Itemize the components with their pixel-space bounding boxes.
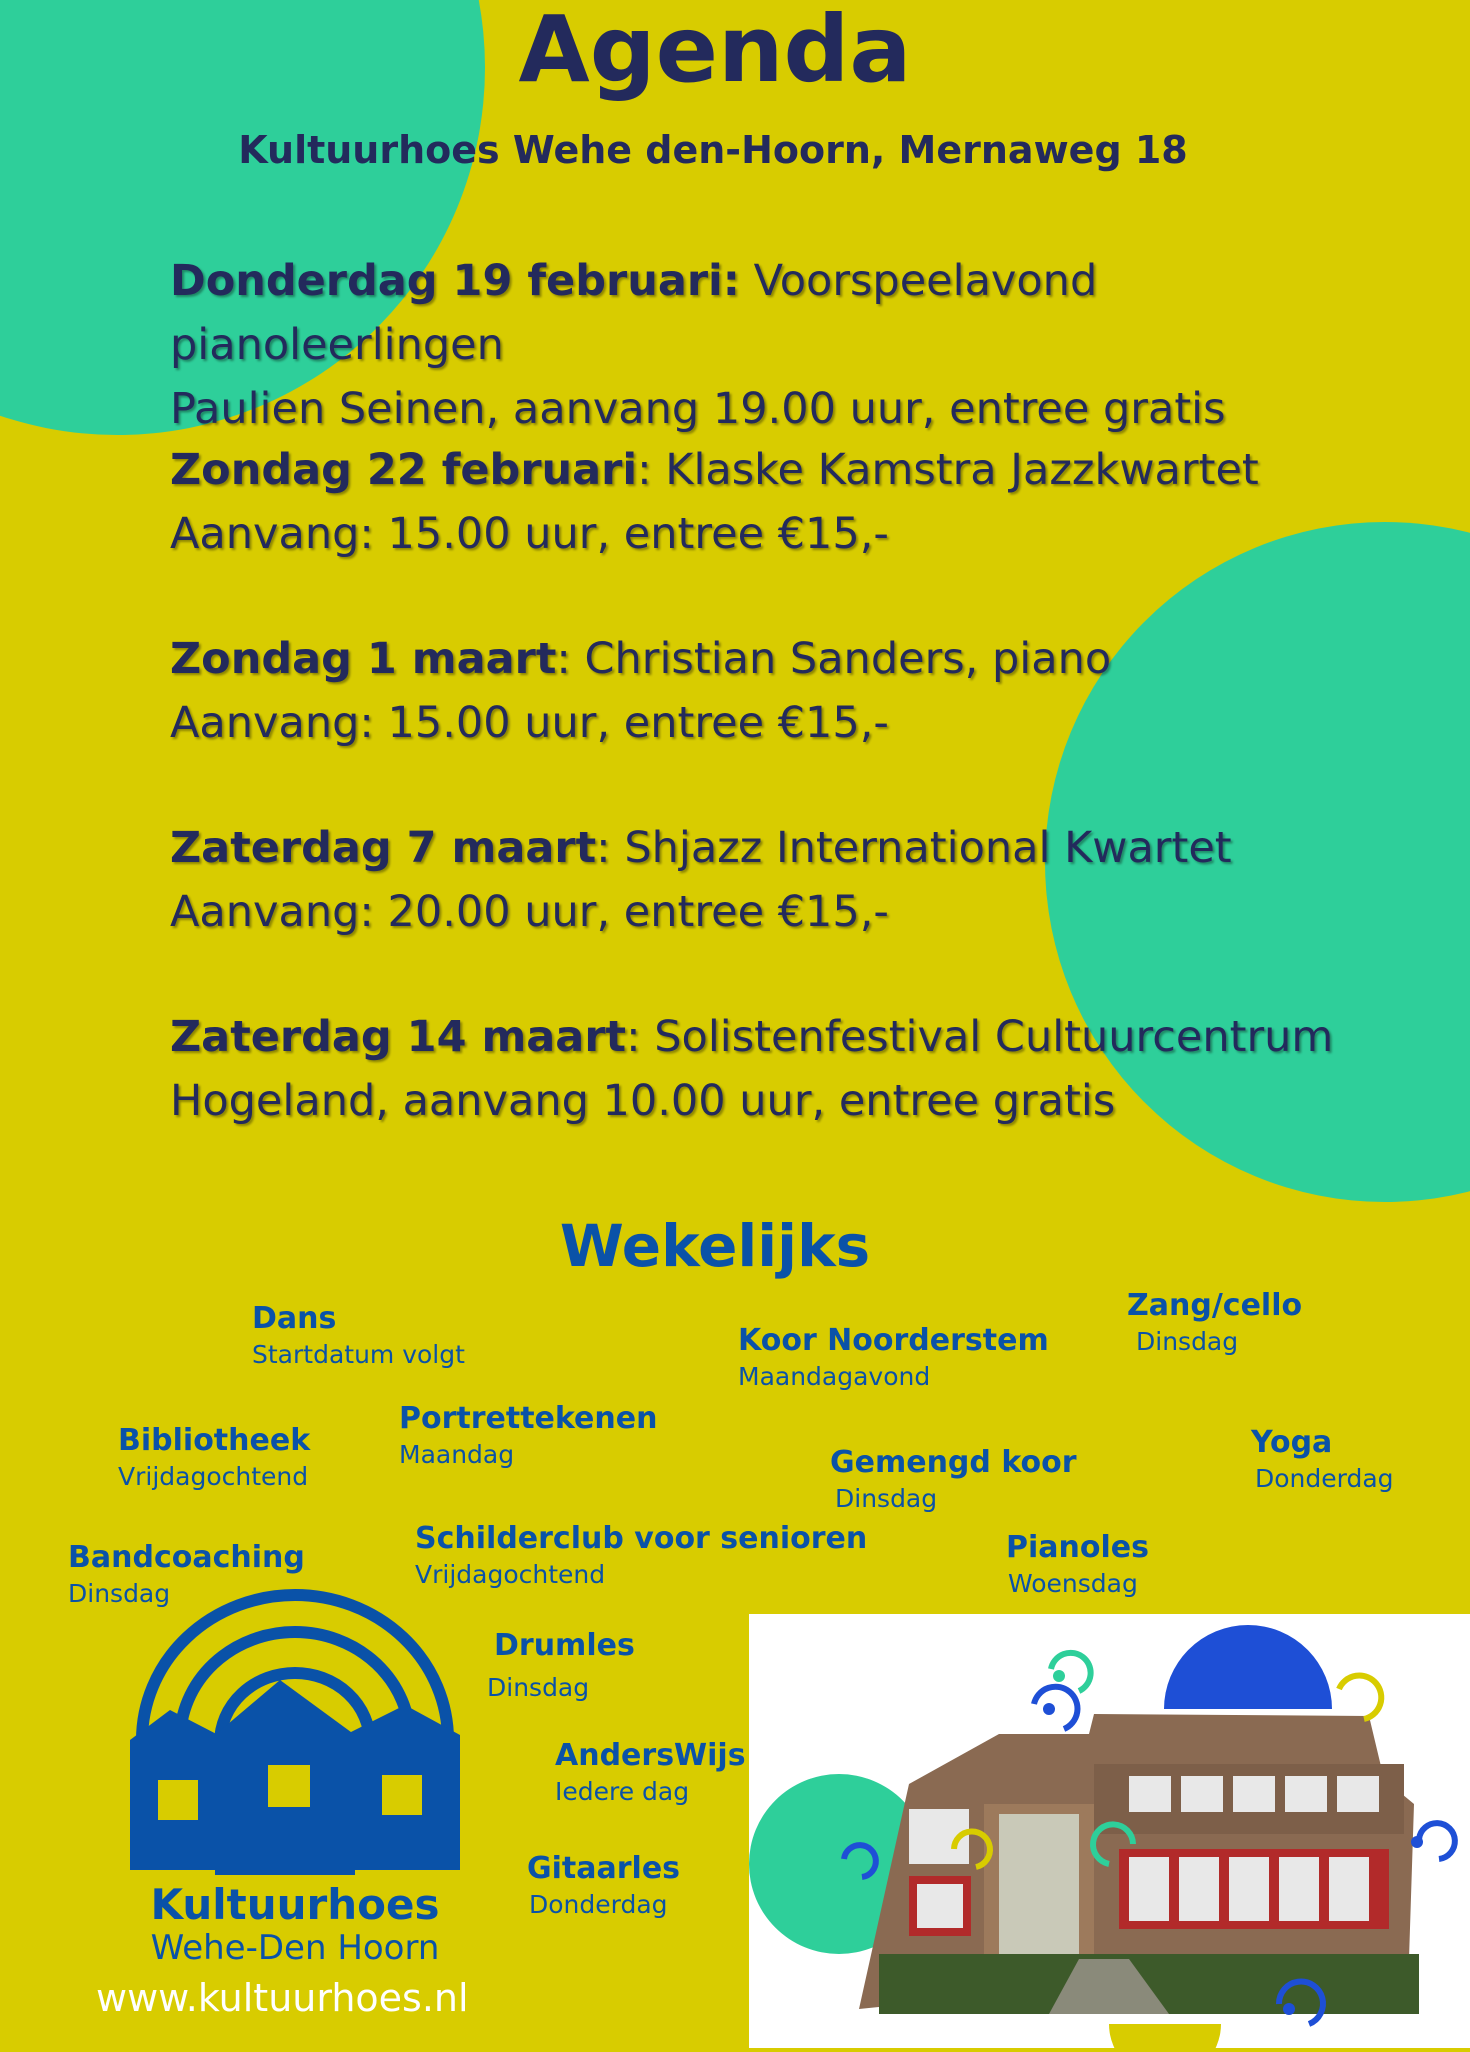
weekly-title: Wekelijks [559,1212,871,1280]
activity-day: Maandagavond [738,1362,931,1391]
activity-day: Donderdag [1255,1464,1394,1493]
website-link[interactable]: www.kultuurhoes.nl [96,1976,469,2020]
event-details: Aanvang: 20.00 uur, entree €15,- [170,887,889,937]
activity-item [830,1444,1077,1516]
activity-name: Drumles [494,1628,635,1663]
page-title: Agenda [518,0,912,103]
event-title: Voorspeelavond pianoleerlingen [170,256,1098,370]
activity-name: Bibliotheek [118,1423,311,1458]
event-details: Aanvang: 15.00 uur, entree €15,- [170,509,889,559]
activity-item [1127,1287,1302,1359]
kultuurhoes-logo [130,1585,460,1875]
event-item [170,1005,1420,1133]
activity-day: Vrijdagochtend [118,1462,309,1491]
activity-name: Schilderclub voor senioren [415,1521,868,1556]
logo-name: Kultuurhoes [150,1880,440,1929]
activity-day: Vrijdagochtend [415,1560,606,1589]
activity-day: Iedere dag [555,1777,690,1806]
activity-day: Donderdag [529,1890,668,1919]
building-photo [749,1614,1470,2048]
event-date: Zondag 1 maart [170,634,557,684]
event-item [170,816,1420,944]
activity-day: Dinsdag [68,1579,171,1608]
activity-day: Startdatum volgt [252,1340,465,1369]
activity-item [527,1850,680,1922]
venue-address: Kultuurhoes Wehe den-Hoorn, Mernaweg 18 [238,128,1188,172]
activity-name: Gitaarles [527,1851,681,1886]
activity-name: Portrettekenen [399,1401,658,1436]
event-date: Zaterdag 7 maart [170,823,597,873]
activity-item [1006,1529,1149,1601]
activity-item [415,1520,867,1592]
event-details: Aanvang: 15.00 uur, entree €15,- [170,698,889,748]
event-date: Zaterdag 14 maart [170,1012,627,1062]
activity-name: Koor Noorderstem [738,1323,1049,1358]
event-date: Zondag 22 februari [170,445,638,495]
decorative-halfcircle-yellow [1109,2024,1221,2048]
activity-name: Bandcoaching [68,1540,305,1575]
activity-item [555,1737,746,1809]
activity-name: Yoga [1251,1425,1333,1460]
activity-day: Dinsdag [1136,1327,1239,1356]
activity-name: Zang/cello [1127,1288,1303,1323]
event-item [170,627,1420,755]
activity-item [1251,1424,1394,1496]
decorative-halfcircle-blue [1164,1625,1332,1709]
activity-item [252,1300,465,1372]
event-item [170,249,1420,441]
activity-name: Pianoles [1006,1530,1149,1565]
event-item [170,438,1420,566]
event-date: Donderdag 19 februari: [170,256,740,306]
event-title: : Klaske Kamstra Jazzkwartet [637,445,1259,495]
activity-day: Dinsdag [487,1673,590,1702]
activity-item [738,1322,1049,1394]
activity-item [487,1627,635,1705]
logo-subtitle: Wehe-Den Hoorn [150,1928,440,1968]
event-details: Hogeland, aanvang 10.00 uur, entree gratis [170,1076,1116,1126]
event-title: : Shjazz International Kwartet [596,823,1232,873]
activity-day: Maandag [399,1440,515,1469]
activity-name: Gemengd koor [830,1445,1077,1480]
activity-name: Dans [252,1301,337,1336]
event-title: : Solistenfestival Cultuurcentrum [626,1012,1334,1062]
activity-day: Dinsdag [835,1484,938,1513]
activity-item [399,1400,657,1472]
activity-name: AndersWijs [555,1738,746,1773]
activity-day: Woensdag [1008,1569,1138,1598]
event-details: Paulien Seinen, aanvang 19.00 uur, entree gratis [170,384,1226,434]
activity-item [118,1422,310,1494]
event-title: : Christian Sanders, piano [556,634,1112,684]
